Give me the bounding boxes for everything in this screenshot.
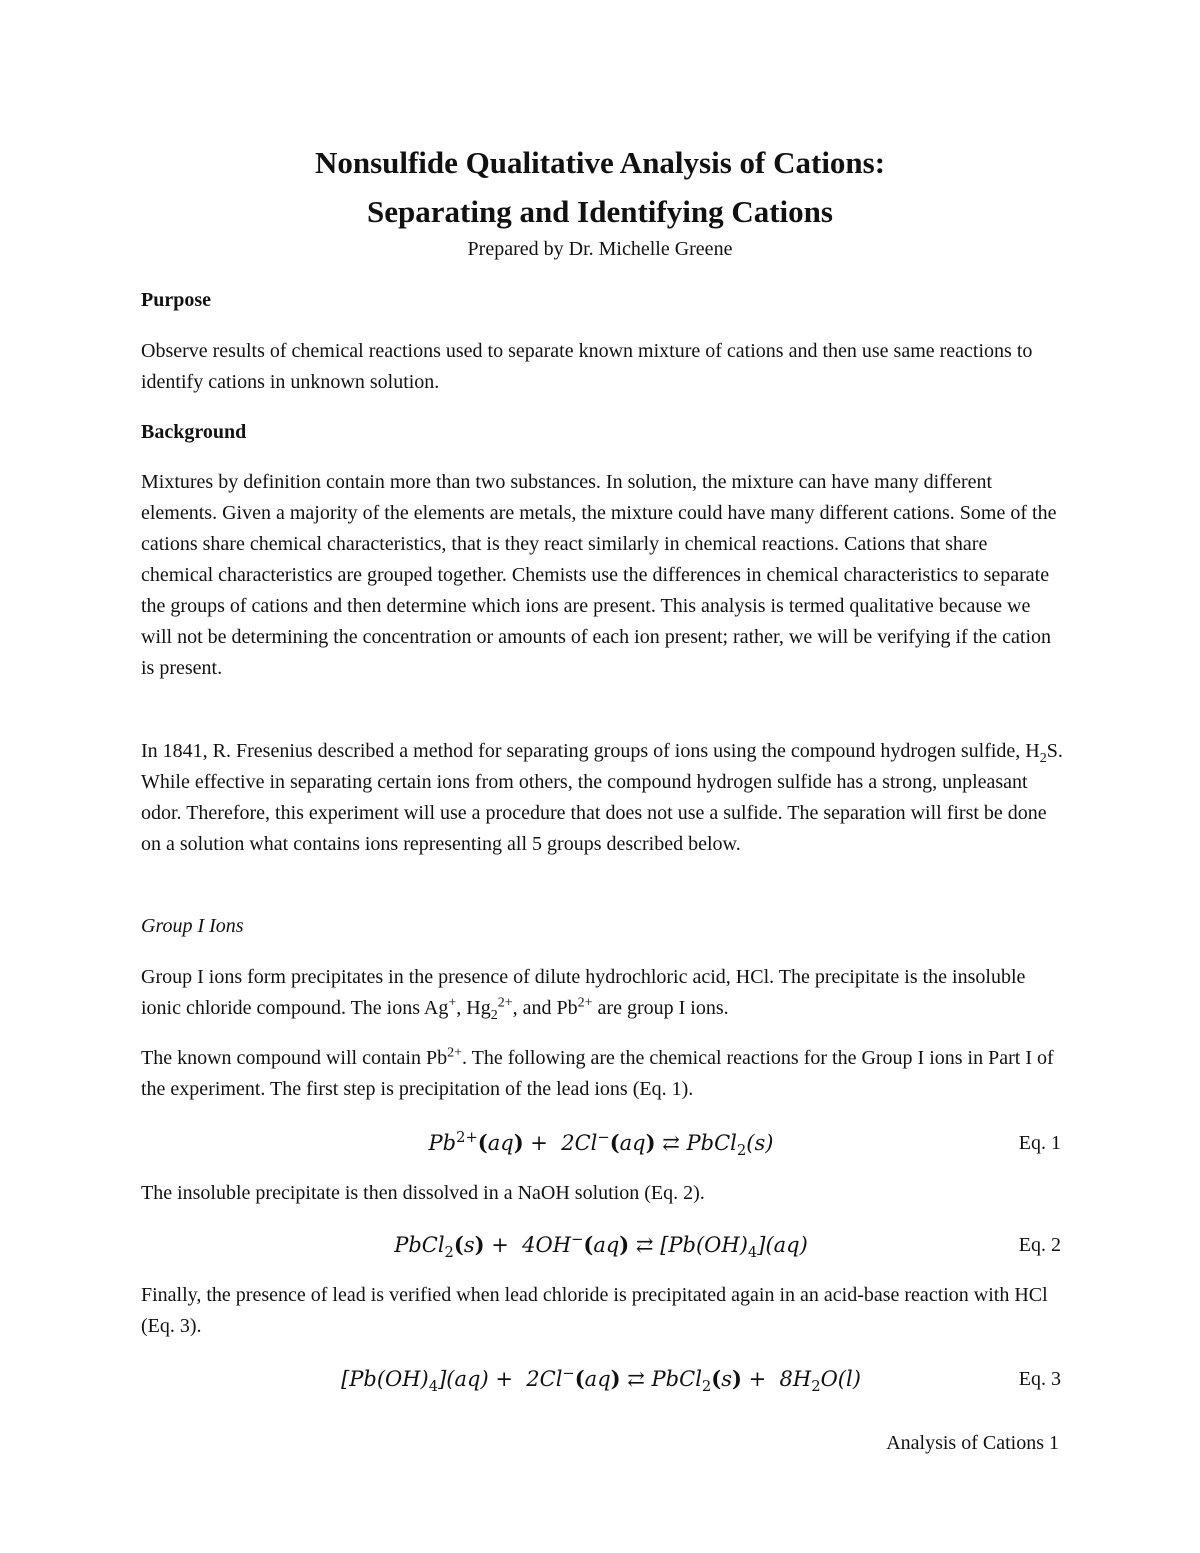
group1-paragraph-2 [141, 1043, 1063, 1105]
background-paragraph-2 [141, 736, 1063, 860]
group1-p1-text-d: are group I ions. [592, 997, 729, 1019]
equation-3-formula: $[Pb(OH)_4](aq) + 2Cl^-(aq)$ ⇄ PbCl$_2$(s) + $8H_2O(l)$ [341, 1365, 861, 1396]
group1-p2-text-b: . The following are the chemical reactions for the Group I ions in Part I of the experiment. The first step is precipitation of the lead ions (Eq. 1). [141, 1047, 1054, 1100]
equation-2-formula: PbCl$_2$(s) + 4OH−(aq) ⇄ $[Pb(OH)_4](aq)$ [394, 1231, 808, 1262]
author-line: Prepared by Dr. Michelle Greene [467, 238, 733, 260]
group1-paragraph-4: Finally, the presence of lead is verified when lead chloride is precipitated again in an acid-base reaction with HCl (Eq. 3). [141, 1284, 1048, 1337]
background-heading: Background [141, 421, 247, 443]
background-paragraph-1: Mixtures by definition contain more than two substances. In solution, the mixture can have many different elements. Given a majority of the elements are metals, the mixture could have many different cations. Some of the cations share chemical characteristics, that is they react similarly in chemical reactions. Cations that share chemical characteristics are grouped together. Chemists use the differences in chemical characteristics to separate the groups of cations and then determine which ions are present. This analysis is termed qualitative because we will not be determining the concentration or amounts of each ion present; rather, we will be verifying if the cation is present. [141, 471, 1057, 679]
equation-2 [141, 1229, 1061, 1261]
purpose-heading: Purpose [141, 289, 211, 311]
hg-subscript: 2 [490, 1008, 498, 1023]
equation-2-label: Eq. 2 [1018, 1234, 1061, 1256]
group1-paragraph-1 [141, 962, 1063, 1024]
equation-1-label: Eq. 1 [1018, 1132, 1061, 1154]
purpose-text: Observe results of chemical reactions used to separate known mixture of cations and then use same reactions to identify cations in unknown solution. [141, 340, 1033, 393]
equation-1-formula: $Pb^{2+}(aq) + 2Cl^-(aq)$ ⇄ PbCl$_2$(s) [428, 1129, 774, 1160]
para2-text-a: In 1841, R. Fresenius described a method for separating groups of ions using the compound hydrogen sulfide, H [141, 740, 1040, 762]
group1-heading: Group I Ions [141, 915, 244, 937]
pb-charge-2: 2+ [447, 1045, 462, 1061]
group1-paragraph-3: The insoluble precipitate is then dissolved in a NaOH solution (Eq. 2). [141, 1182, 705, 1204]
group1-p2-text-a: The known compound will contain Pb [141, 1047, 448, 1069]
document-title-line2: Separating and Identifying Cations [367, 194, 833, 229]
equation-3-label: Eq. 3 [1018, 1368, 1061, 1390]
group1-p1-text-c: , and Pb [512, 997, 578, 1019]
equation-3 [141, 1363, 1061, 1395]
pb-charge: 2+ [577, 995, 593, 1011]
para2-subscript: 2 [1039, 751, 1047, 766]
group1-p1-text-a: Group I ions form precipitates in the presence of dilute hydrochloric acid, HCl. The precipitate is the insoluble ionic chloride compound. The ions Ag [141, 966, 1026, 1019]
document-title-line1: Nonsulfide Qualitative Analysis of Cations: [314, 145, 886, 180]
equation-1 [141, 1127, 1061, 1159]
page-footer: Analysis of Cations 1 [886, 1432, 1059, 1454]
group1-p1-text-b: , Hg [456, 997, 491, 1019]
ag-charge: + [448, 995, 457, 1011]
hg-charge: 2+ [497, 995, 513, 1011]
para2-text-b: S. While effective in separating certain ions from others, the compound hydrogen sulfide has a strong, unpleasant odor. Therefore, this experiment will use a procedure that does not use a sulfide. The separation will first be done on a solution what contains ions representing all 5 groups described below. [141, 740, 1063, 855]
